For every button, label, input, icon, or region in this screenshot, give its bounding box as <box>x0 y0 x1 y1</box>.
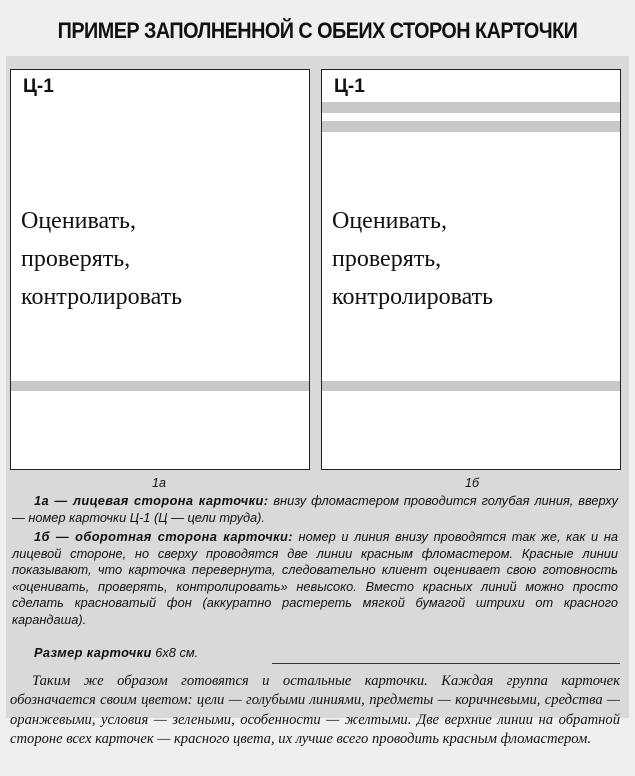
card-text-line: контролировать <box>332 284 494 310</box>
card-size <box>12 645 618 662</box>
card-size-label: Размер карточки <box>34 645 152 660</box>
card-front <box>10 69 310 470</box>
footnote <box>10 672 620 750</box>
card-text-line: Оценивать, <box>21 208 136 234</box>
card-text-line: контролировать <box>21 284 183 310</box>
divider <box>272 663 620 664</box>
description-front <box>12 493 618 526</box>
bottom-stripe <box>11 381 309 391</box>
description-back <box>12 529 618 629</box>
card-text-line: проверять, <box>332 246 442 272</box>
card-caption-front: 1а <box>152 476 166 490</box>
card-size-value: 6х8 см. <box>155 645 199 660</box>
card-text-line: проверять, <box>21 246 131 272</box>
description-text: внизу фломастером проводится голубая линия, вверху — номер карточки Ц-1 (Ц — цели труда). <box>12 493 618 525</box>
footnote-text: Таким же образом готовятся и остальные карточки. Каждая группа карточек обозначается своим цветом: цели — голубыми линиями, предметы — коричневыми, средства — оранжевыми, условия — зелеными, особенности — желтыми. Две верхние линии на обратной стороне всех карточек — красного цвета, их лучше всего проводить красным фломастером. <box>10 673 620 748</box>
card-caption-back: 1б <box>465 476 479 490</box>
bottom-stripe <box>322 381 620 391</box>
top-stripe <box>322 102 620 113</box>
page-title: ПРИМЕР ЗАПОЛНЕННОЙ С ОБЕИХ СТОРОН КАРТОЧКИ <box>57 18 578 43</box>
card-text <box>21 202 182 316</box>
description-text: номер и линия внизу проводятся так же, как и на лицевой стороне, но сверху проводятся две линии красным фломастером. Красные линии показывают, что карточка перевернута, следовательно клиент оценивает свою готовность «оценивать, проверять, контролировать» невысоко. Вместо красных линий можно просто сделать красноватый фон (аккуратно растереть мягкой бумагой штрихи от красного карандаша). <box>12 529 618 627</box>
top-stripe <box>322 121 620 132</box>
card-text-line: Оценивать, <box>332 208 447 234</box>
card-back <box>321 69 621 470</box>
card-number: Ц-1 <box>23 76 54 97</box>
card-text <box>332 202 493 316</box>
card-number: Ц-1 <box>334 76 365 97</box>
description-label: 1б — оборотная сторона карточки: <box>34 529 293 544</box>
description-label: 1а — лицевая сторона карточки: <box>34 493 269 508</box>
